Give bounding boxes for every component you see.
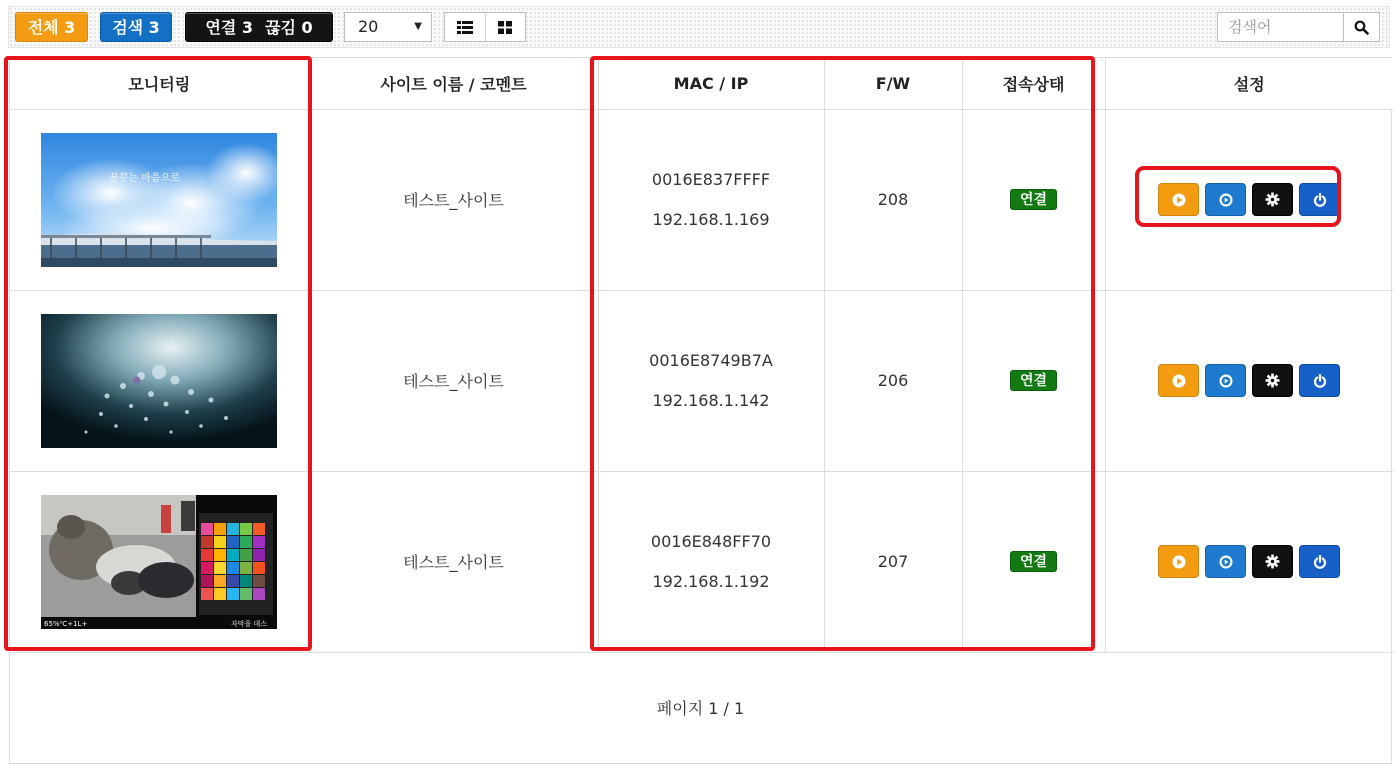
pagination-label: 페이지 1 / 1	[656, 699, 745, 718]
table-header-row	[10, 58, 1393, 109]
ip-address: 192.168.1.169	[652, 209, 770, 229]
filter-connected-button[interactable]: 연결 3	[205, 18, 253, 37]
table-row	[10, 109, 1393, 290]
power-button[interactable]	[1299, 183, 1340, 216]
table-row	[10, 471, 1393, 652]
connection-filter-group	[185, 12, 333, 42]
column-header-settings[interactable]: 설정	[1105, 58, 1393, 109]
site-name-cell: 테스트_사이트	[309, 109, 598, 290]
record-icon	[1219, 374, 1233, 388]
filter-search-button[interactable]: 검색 3	[100, 12, 172, 42]
search-input[interactable]: 검색어	[1217, 12, 1344, 42]
power-button[interactable]	[1299, 364, 1340, 397]
grid-view-button[interactable]	[485, 13, 526, 41]
monitoring-cell	[10, 290, 309, 471]
search-icon	[1354, 20, 1369, 35]
record-icon	[1219, 193, 1233, 207]
page-size-select[interactable]	[344, 12, 432, 42]
ip-address: 192.168.1.192	[652, 571, 770, 591]
ip-address: 192.168.1.142	[652, 390, 770, 410]
column-header-monitoring[interactable]: 모니터링	[10, 58, 309, 109]
column-header-mac-ip[interactable]: MAC / IP	[598, 58, 824, 109]
action-button-group	[1158, 183, 1340, 216]
grid-view-icon	[498, 21, 512, 34]
play-icon	[1172, 193, 1186, 207]
table-row	[10, 290, 1393, 471]
settings-button[interactable]	[1252, 545, 1293, 578]
settings-cell	[1105, 471, 1393, 652]
status-badge: 연결	[1010, 370, 1057, 391]
status-badge: 연결	[1010, 551, 1057, 572]
record-button[interactable]	[1205, 364, 1246, 397]
action-button-group	[1158, 364, 1340, 397]
monitoring-cell	[10, 109, 309, 290]
firmware-cell: 208	[824, 109, 962, 290]
mac-address: 0016E837FFFF	[651, 169, 771, 189]
caret-down-icon: ▼	[414, 21, 422, 32]
mac-ip-cell	[598, 471, 824, 652]
pagination	[10, 653, 1391, 763]
page-size-value: 20	[358, 17, 379, 36]
record-icon	[1219, 555, 1233, 569]
thumbnail-overlay-left: 65%⁰C+1L+	[44, 619, 88, 628]
settings-cell	[1105, 290, 1393, 471]
gear-icon	[1265, 554, 1280, 569]
list-view-button[interactable]	[445, 13, 485, 41]
play-icon	[1172, 555, 1186, 569]
mac-ip-cell	[598, 290, 824, 471]
status-cell	[962, 290, 1105, 471]
status-cell	[962, 109, 1105, 290]
thumbnail-caption: 꿈꾸는 마음으로	[109, 172, 181, 184]
column-header-connection-status[interactable]: 접속상태	[962, 58, 1105, 109]
view-mode-toggle	[444, 12, 526, 42]
monitoring-thumbnail[interactable]	[41, 133, 277, 267]
gear-icon	[1265, 192, 1280, 207]
column-header-firmware[interactable]: F/W	[824, 58, 962, 109]
device-table	[9, 57, 1392, 764]
mac-address: 0016E848FF70	[650, 531, 772, 551]
status-cell	[962, 471, 1105, 652]
play-button[interactable]	[1158, 545, 1199, 578]
status-badge: 연결	[1010, 189, 1057, 210]
mac-address: 0016E8749B7A	[649, 350, 773, 370]
settings-button[interactable]	[1252, 183, 1293, 216]
monitoring-cell	[10, 471, 309, 652]
filter-all-button[interactable]: 전체 3	[15, 12, 88, 42]
play-button[interactable]	[1158, 183, 1199, 216]
toolbar	[8, 6, 1390, 48]
monitoring-thumbnail[interactable]	[41, 495, 277, 629]
record-button[interactable]	[1205, 545, 1246, 578]
monitoring-thumbnail[interactable]	[41, 314, 277, 448]
power-icon	[1313, 555, 1327, 569]
action-button-group	[1158, 545, 1340, 578]
record-button[interactable]	[1205, 183, 1246, 216]
play-icon	[1172, 374, 1186, 388]
power-button[interactable]	[1299, 545, 1340, 578]
column-header-site-name[interactable]: 사이트 이름 / 코멘트	[309, 58, 598, 109]
gear-icon	[1265, 373, 1280, 388]
thumbnail-overlay-right: 자막을 데스	[231, 619, 268, 628]
site-name-cell: 테스트_사이트	[309, 290, 598, 471]
search-button[interactable]	[1343, 12, 1380, 42]
filter-disconnected-button[interactable]: 끊김 0	[265, 18, 313, 37]
mac-ip-cell	[598, 109, 824, 290]
firmware-cell: 207	[824, 471, 962, 652]
power-icon	[1313, 374, 1327, 388]
site-name-cell: 테스트_사이트	[309, 471, 598, 652]
list-view-icon	[457, 21, 473, 34]
firmware-cell: 206	[824, 290, 962, 471]
power-icon	[1313, 193, 1327, 207]
play-button[interactable]	[1158, 364, 1199, 397]
settings-button[interactable]	[1252, 364, 1293, 397]
settings-cell	[1105, 109, 1393, 290]
